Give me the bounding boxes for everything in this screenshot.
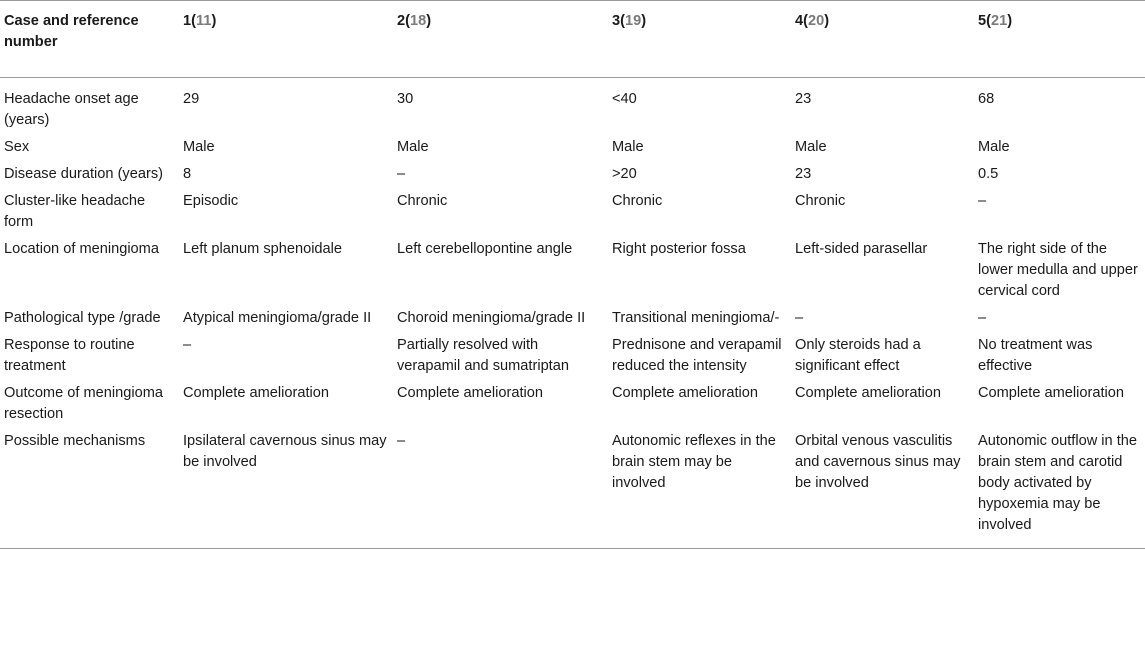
table-cell: Left cerebellopontine angle: [397, 241, 573, 257]
header-case-4: 4(20): [795, 13, 830, 29]
table-row-headache-form: [0, 190, 1145, 238]
table-cell: Atypical meningioma/grade II: [183, 310, 372, 326]
header-case-2: 2(18): [397, 13, 432, 29]
reference-link[interactable]: 19: [625, 13, 642, 29]
table-row-sex: [0, 136, 1145, 163]
table-cell: Left planum sphenoidale: [183, 241, 343, 257]
table-cell: Ipsilateral cavernous sinus may be involved: [183, 433, 387, 470]
row-label: Disease duration (years): [4, 166, 163, 182]
table-cell: Autonomic reflexes in the brain stem may be involved: [612, 433, 776, 491]
table-cell: Complete amelioration: [183, 385, 330, 401]
table-cell: 0.5: [978, 166, 999, 182]
table-cell: 68: [978, 91, 995, 107]
table-cell: Orbital venous vasculitis and cavernous sinus may be involved: [795, 433, 961, 491]
table-cell: >20: [612, 166, 637, 182]
table-cell: 29: [183, 91, 200, 107]
table-cell: Episodic: [183, 193, 239, 209]
table-cell: Choroid meningioma/grade II: [397, 310, 586, 326]
case-number: 5: [978, 13, 987, 29]
table-cell: Left-sided parasellar: [795, 241, 928, 257]
table-cell: –: [397, 433, 406, 449]
table-cell: Male: [397, 139, 429, 155]
table-row-pathology: [0, 307, 1145, 334]
row-label: Sex: [4, 139, 30, 155]
table-cell: Male: [978, 139, 1010, 155]
table-row-mechanisms: [0, 430, 1145, 549]
table-row-treatment-response: [0, 334, 1145, 382]
reference-link[interactable]: 20: [808, 13, 825, 29]
table-cell: Partially resolved with verapamil and sumatriptan: [397, 337, 569, 374]
table-cell: Complete amelioration: [795, 385, 942, 401]
table-row-onset-age: [0, 78, 1145, 137]
table-cell: Chronic: [612, 193, 663, 209]
table-cell: Complete amelioration: [978, 385, 1125, 401]
table-cell: –: [978, 310, 987, 326]
table-cell: –: [183, 337, 192, 353]
header-label-cell: Case and reference number: [4, 13, 139, 50]
table-cell: Male: [183, 139, 215, 155]
table-cell: Complete amelioration: [612, 385, 759, 401]
table-cell: Male: [795, 139, 827, 155]
table-cell: 23: [795, 166, 812, 182]
table-cell: 23: [795, 91, 812, 107]
header-case-3: 3(19): [612, 13, 647, 29]
reference-link[interactable]: 11: [196, 13, 212, 29]
table-cell: Autonomic outflow in the brain stem and carotid body activated by hypoxemia may be involved: [978, 433, 1137, 533]
row-label: Pathological type /grade: [4, 310, 161, 326]
reference-link[interactable]: 18: [410, 13, 427, 29]
row-label: Cluster-like headache form: [4, 193, 146, 230]
table-cell: 30: [397, 91, 414, 107]
table-cell: Right posterior fossa: [612, 241, 746, 257]
table-cell: Transitional meningioma/-: [612, 310, 780, 326]
case-number: 4: [795, 13, 804, 29]
table-cell: Complete amelioration: [397, 385, 544, 401]
case-number: 1: [183, 13, 192, 29]
row-label: Outcome of meningioma resection: [4, 385, 163, 422]
table-cell: Chronic: [795, 193, 846, 209]
table-row-resection-outcome: [0, 382, 1145, 430]
row-label: Location of meningioma: [4, 241, 159, 257]
case-number: 2: [397, 13, 406, 29]
table-header-row: [0, 1, 1145, 78]
row-label: Headache onset age (years): [4, 91, 139, 128]
row-label: Possible mechanisms: [4, 433, 146, 449]
case-number: 3: [612, 13, 621, 29]
header-case-5: 5(21): [978, 13, 1013, 29]
table-cell: <40: [612, 91, 637, 107]
header-case-1: 1(11): [183, 13, 217, 29]
table-cell: No treatment was effective: [978, 337, 1093, 374]
table-cell: Prednisone and verapamil reduced the intensity: [612, 337, 782, 374]
table-cell: Male: [612, 139, 644, 155]
table-row-disease-duration: [0, 163, 1145, 190]
row-label: Response to routine treatment: [4, 337, 135, 374]
table-cell: Only steroids had a significant effect: [795, 337, 921, 374]
table-cell: Chronic: [397, 193, 448, 209]
table-cell: –: [795, 310, 804, 326]
table-row-location: [0, 238, 1145, 307]
table-cell: The right side of the lower medulla and upper cervical cord: [978, 241, 1138, 299]
table-cell: –: [397, 166, 406, 182]
reference-link[interactable]: 21: [991, 13, 1008, 29]
table-cell: –: [978, 193, 987, 209]
table-cell: 8: [183, 166, 192, 182]
